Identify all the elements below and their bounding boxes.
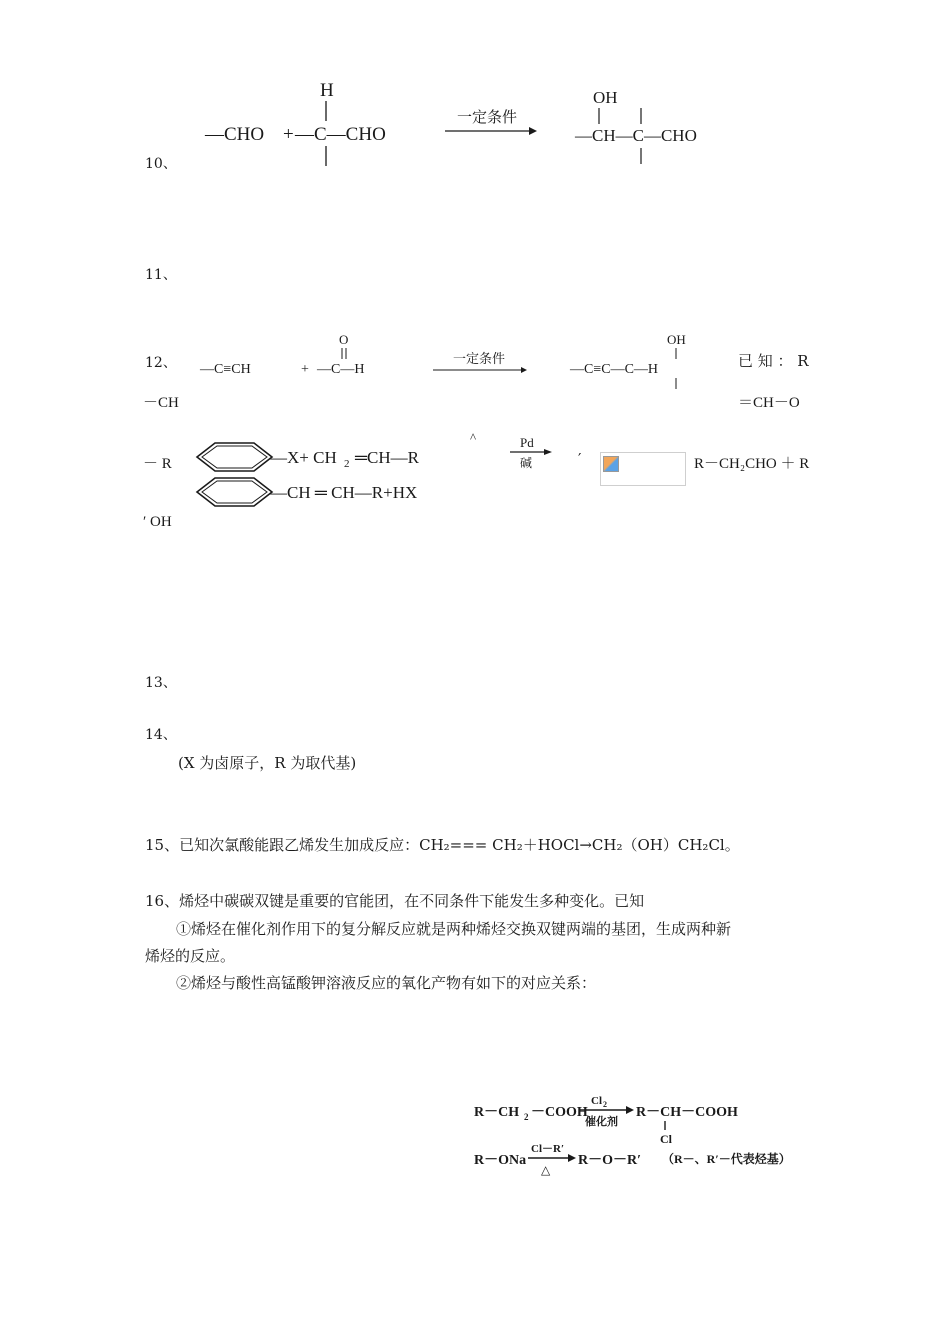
- heck-r1-sub: 2: [344, 458, 350, 470]
- benzene-ring-top: [197, 443, 272, 471]
- q11-number: 11、: [145, 267, 177, 283]
- prime-mark: ′: [578, 450, 582, 468]
- scheme-r1-arrow-top-sub: 2: [603, 1100, 607, 1109]
- q16-point2: ②烯烃与酸性高锰酸钾溶液反应的氧化产物有如下的对应关系：: [176, 974, 597, 992]
- q12-product-oh: OH: [667, 332, 686, 347]
- q12-known-label: 已 知 ： R: [738, 352, 809, 370]
- heck-reaction-figure: [192, 430, 592, 510]
- scheme-r1-right: R－CH－COOH: [636, 1105, 738, 1120]
- q15-text: 15、已知次氯酸能跟乙烯发生加成反应：CH₂=== CH₂＋HOCl→CH₂（OH）CH₂Cl。: [145, 836, 740, 854]
- q10-product-oh: OH: [593, 88, 618, 107]
- q12-arrow-label: 一定条件: [453, 351, 506, 366]
- benzene-ring-bottom-inner: [202, 481, 267, 503]
- q16-point1-a: ①烯烃在催化剂作用下的复分解反应就是两种烯烃交换双键两端的基团，生成两种新: [176, 920, 732, 938]
- heck-p: —CH ═ CH—R+HX: [270, 483, 418, 502]
- heck-r1: —X+ CH: [270, 448, 337, 467]
- q10-arrowhead: [529, 127, 537, 135]
- q10-reactant1: —CHO: [205, 124, 265, 145]
- scheme-r1-left: R－CH: [474, 1105, 520, 1120]
- heck-cat-bottom: 碱: [520, 456, 533, 470]
- q10-product: —CH—C—CHO: [575, 126, 697, 145]
- q16-point1-b: 烯烃的反应。: [145, 947, 236, 965]
- scheme-r1-right-cl: Cl: [660, 1132, 672, 1146]
- broken-image-icon: [603, 456, 619, 472]
- scheme-r1-arrow-bottom: 催化剂: [585, 1116, 618, 1128]
- q12-o-top: O: [339, 332, 349, 347]
- scheme-r1-left-tail: －COOH: [531, 1105, 588, 1120]
- q14-note: (X 为卤原子，R 为取代基): [178, 754, 357, 772]
- q12-line3-right: R－CH₂CHO ＋ R: [694, 456, 810, 472]
- q10-h-top: H: [320, 80, 334, 101]
- q13-number: 13、: [145, 675, 177, 691]
- q12-number: 12、: [145, 355, 177, 371]
- scheme-r2-left: R－ONa: [474, 1153, 527, 1168]
- reaction-scheme-figure: [470, 1088, 800, 1178]
- scheme-r1-left-sub: 2: [524, 1112, 529, 1122]
- benzene-ring-bottom: [197, 478, 272, 506]
- heck-caret: ^: [470, 430, 477, 445]
- q12-line2-right: ＝CH－O: [738, 395, 800, 411]
- scheme-r2-right: R－O－R′: [578, 1153, 642, 1168]
- scheme-r1-arrowhead: [626, 1106, 634, 1114]
- q10-plus: +: [283, 124, 294, 145]
- scheme-r2-note: （R－、R′－代表烃基）: [662, 1152, 791, 1166]
- q12-arrowhead: [521, 367, 527, 373]
- heck-cat-top: Pd: [520, 435, 534, 450]
- q12-reaction-equation: [195, 328, 735, 392]
- scheme-r2-arrowhead: [568, 1154, 576, 1162]
- q12-product: —C≡C—C—H: [570, 362, 659, 377]
- q16-intro: 16、烯烃中碳碳双键是重要的官能团，在不同条件下能发生多种变化。已知: [145, 892, 645, 910]
- q12-line3-left: － R: [143, 456, 172, 472]
- q10-reaction-equation: [195, 74, 715, 174]
- broken-image-placeholder: [600, 452, 686, 486]
- q12-line2-left: －CH: [143, 395, 179, 411]
- q12-line4: ′ OH: [143, 514, 172, 530]
- scheme-r2-arrow-bottom: △: [541, 1163, 551, 1177]
- scheme-r1-arrow-top: Cl: [591, 1095, 602, 1107]
- q10-number: 10、: [145, 156, 177, 172]
- heck-arrowhead: [544, 449, 552, 455]
- q12-aldehyde: —C—H: [317, 362, 365, 377]
- heck-r1-tail: ═CH—R: [355, 448, 419, 467]
- q12-plus: +: [301, 362, 309, 377]
- q10-center: —C—CHO: [295, 124, 386, 145]
- q14-number: 14、: [145, 727, 177, 743]
- scheme-r2-arrow-top: Cl－R′: [531, 1143, 565, 1155]
- q12-alkyne: —C≡CH: [200, 362, 251, 377]
- benzene-ring-top-inner: [202, 446, 267, 468]
- q10-arrow-label: 一定条件: [457, 110, 518, 126]
